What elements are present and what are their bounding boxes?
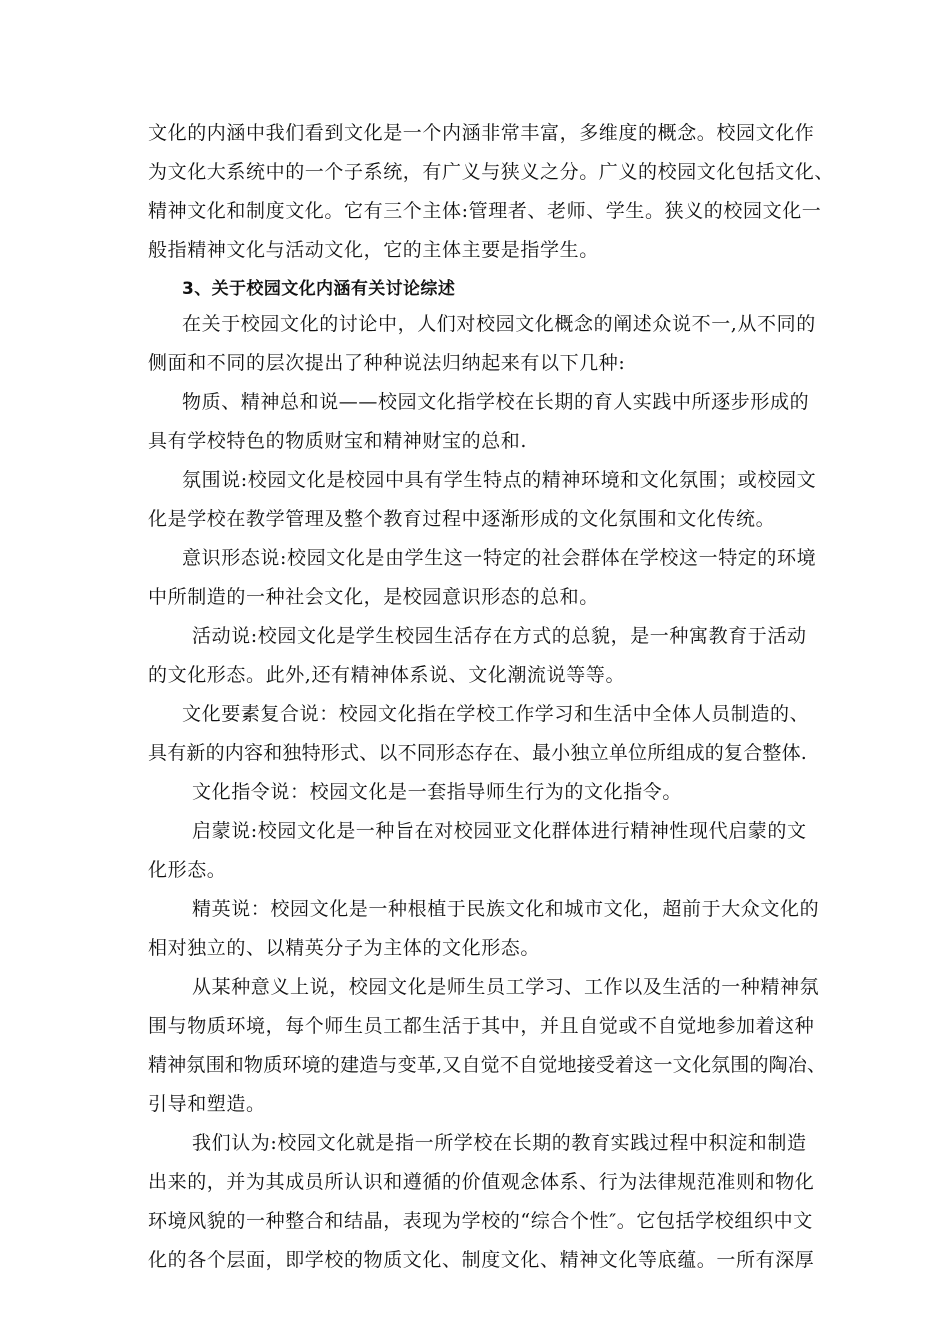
body-text-line: 物质、精神总和说——校园文化指学校在长期的育人实践中所逐步形成的 bbox=[182, 391, 810, 413]
body-text-line: 从某种意义上说，校园文化是师生员工学习、工作以及生活的一种精神氛 bbox=[192, 976, 820, 998]
section-heading: 3、关于校园文化内涵有关讨论综述 bbox=[182, 279, 456, 299]
body-text-line: 化是学校在教学管理及整个教育过程中逐渐形成的文化氛围和文化传统。 bbox=[148, 508, 776, 530]
body-text-line: 侧面和不同的层次提出了种种说法归纳起来有以下几种: bbox=[148, 352, 626, 374]
body-text-line: 文化要素复合说：校园文化指在学校工作学习和生活中全体人员制造的、 bbox=[182, 703, 810, 725]
body-text-line: 相对独立的、以精英分子为主体的文化形态。 bbox=[148, 937, 541, 959]
body-text-line: 具有学校特色的物质财宝和精神财宝的总和. bbox=[148, 430, 528, 452]
body-text-line: 围与物质环境，每个师生员工都生活于其中，并且自觉或不自觉地参加着这种 bbox=[148, 1015, 815, 1037]
body-text-line: 活动说:校园文化是学生校园生活存在方式的总貌，是一种寓教育于活动 bbox=[192, 625, 807, 647]
body-text-line: 启蒙说:校园文化是一种旨在对校园亚文化群体进行精神性现代启蒙的文 bbox=[192, 820, 807, 842]
body-text-line: 精神氛围和物质环境的建造与变革,又自觉不自觉地接受着这一文化氛围的陶冶、 bbox=[148, 1054, 827, 1076]
body-text-line: 氛围说:校园文化是校园中具有学生特点的精神环境和文化氛围；或校园文 bbox=[182, 469, 817, 491]
body-text-line: 具有新的内容和独特形式、以不同形态存在、最小独立单位所组成的复合整体. bbox=[148, 742, 808, 764]
body-text-line: 文化的内涵中我们看到文化是一个内涵非常丰富，多维度的概念。校园文化作 bbox=[148, 122, 815, 144]
body-text-line: 意识形态说:校园文化是由学生这一特定的社会群体在学校这一特定的环境 bbox=[182, 547, 817, 569]
body-text-line: 化形态。 bbox=[148, 859, 227, 881]
body-text-line: 为文化大系统中的一个子系统，有广义与狭义之分。广义的校园文化包括文化、 bbox=[148, 161, 835, 183]
body-text-line: 文化指令说：校园文化是一套指导师生行为的文化指令。 bbox=[192, 781, 683, 803]
body-text-line: 化的各个层面，即学校的物质文化、制度文化、精神文化等底蕴。一所有深厚 bbox=[148, 1249, 815, 1271]
body-text-line: 精神文化和制度文化。它有三个主体:管理者、老师、学生。狭义的校园文化一 bbox=[148, 200, 822, 222]
body-text-line: 出来的，并为其成员所认识和遵循的价值观念体系、行为法律规范准则和物化 bbox=[148, 1171, 815, 1193]
body-text-line: 中所制造的一种社会文化，是校园意识形态的总和。 bbox=[148, 586, 599, 608]
body-text-line: 环境风貌的一种整合和结晶，表现为学校的“综合个性″。它包括学校组织中文 bbox=[148, 1210, 813, 1232]
body-text-line: 的文化形态。此外,还有精神体系说、文化潮流说等等。 bbox=[148, 664, 626, 686]
body-text-line: 引导和塑造。 bbox=[148, 1093, 266, 1115]
body-text-line: 我们认为:校园文化就是指一所学校在长期的教育实践过程中积淀和制造 bbox=[192, 1132, 807, 1154]
body-text-line: 在关于校园文化的讨论中，人们对校园文化概念的阐述众说不一,从不同的 bbox=[182, 313, 816, 335]
body-text-line: 般指精神文化与活动文化，它的主体主要是指学生。 bbox=[148, 239, 599, 261]
body-text-line: 精英说：校园文化是一种根植于民族文化和城市文化，超前于大众文化的 bbox=[192, 898, 820, 920]
